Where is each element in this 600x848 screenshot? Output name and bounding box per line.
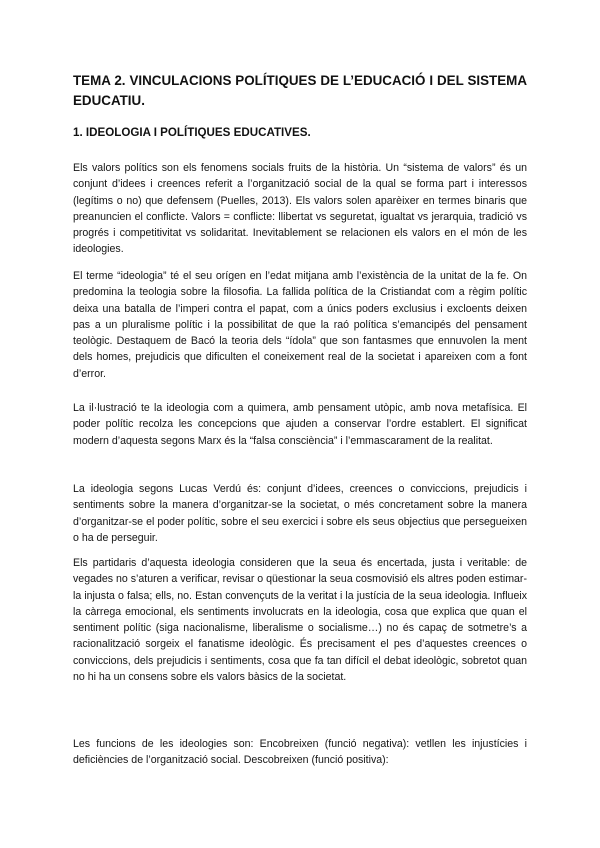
paragraph-illustracio: La il·lustració te la ideologia com a quimera, amb pensament utòpic, amb nova metafísica. El poder polític recolza les concepcions que ajuden a conservar l’ordre establert. El significat modern d’aquesta segons Marx és la “falsa consciència” i l’emmascarament de la realitat. <box>73 402 527 447</box>
section-heading: 1. IDEOLOGIA I POLÍTIQUES EDUCATIVES. <box>73 126 311 139</box>
paragraph-lucas-verdu: La ideologia segons Lucas Verdú és: conjunt d’idees, creences o conviccions, prejudicis i sentiments sobre la manera d’organitzar-se la societat, o més concretament sobre la manera d’organitzar-se el poder polític, sobre el seu exercici i sobre els seus objectius que persegueixen o ha de perseguir. <box>73 483 527 544</box>
paragraph-partidaris: Els partidaris d’aquesta ideologia consideren que la seua és encertada, justa i veritable: de vegades no s’aturen a verificar, revisar o qüestionar la seua cosmovisió els altres poden estimar-la injusta o falsa; ells, no. Estan convençuts de la veritat i la justícia de la seua ideologia. Influeix la càrrega emocional, els sentiments involucrats en la ideologia, cosa que explica que quan el sentiment polític (siga nacionalisme, liberalisme o socialisme…) no és capaç de sotmetre’s a racionalització sorgeix el fanatisme ideològic. És precisament el pes d’aquestes creences o conviccions, dels prejudicis i sentiments, cosa que fa tan difícil el debat ideològic, sobretot quan no hi ha un consens sobre els valors bàsics de la societat. <box>73 557 527 684</box>
paragraph-valors-politics: Els valors polítics son els fenomens socials fruits de la història. Un “sistema de valors” és un conjunt d’idees i creences referit a l’organització social de la qual se forma part i interessos (legítims o no) que defensem (Puelles, 2013). Els valors solen aparèixer en termes binaris que preanuncien el conflicte. Valors = conflicte: llibertat vs seguretat, igualtat vs jerarquia, tradició vs progrés i competitivitat vs solidaritat. Inevitablement se relacionen els valors en el món de les ideologies. <box>73 162 527 256</box>
paragraph-funcions: Les funcions de les ideologies son: Encobreixen (funció negativa): vetllen les injustícies i deficiències de l’organització social. Descobreixen (funció positiva): <box>73 738 527 767</box>
paragraph-terme-ideologia: El terme “ideologia” té el seu orígen en l’edat mitjana amb l’existència de la unitat de la fe. On predomina la teologia sobre la filosofia. La fallida política de la Cristiandat com a règim polític deixa una batalla de l’imperi contra el papat, com a únics poders exclusius i excloents deixen pas a un pluralisme polític i la possibilitat de que la raó política s’emancipés del pensament teològic. Destaquem de Bacó la teoria dels “ídola” que son fantasmes que ennuvolen la ment dels homes, prejudicis que dificulten el coneixement real de la societat i apareixen com a font d’error. <box>73 270 527 380</box>
document-title: TEMA 2. VINCULACIONS POLÍTIQUES DE L’EDUCACIÓ I DEL SISTEMA EDUCATIU. <box>73 73 527 108</box>
